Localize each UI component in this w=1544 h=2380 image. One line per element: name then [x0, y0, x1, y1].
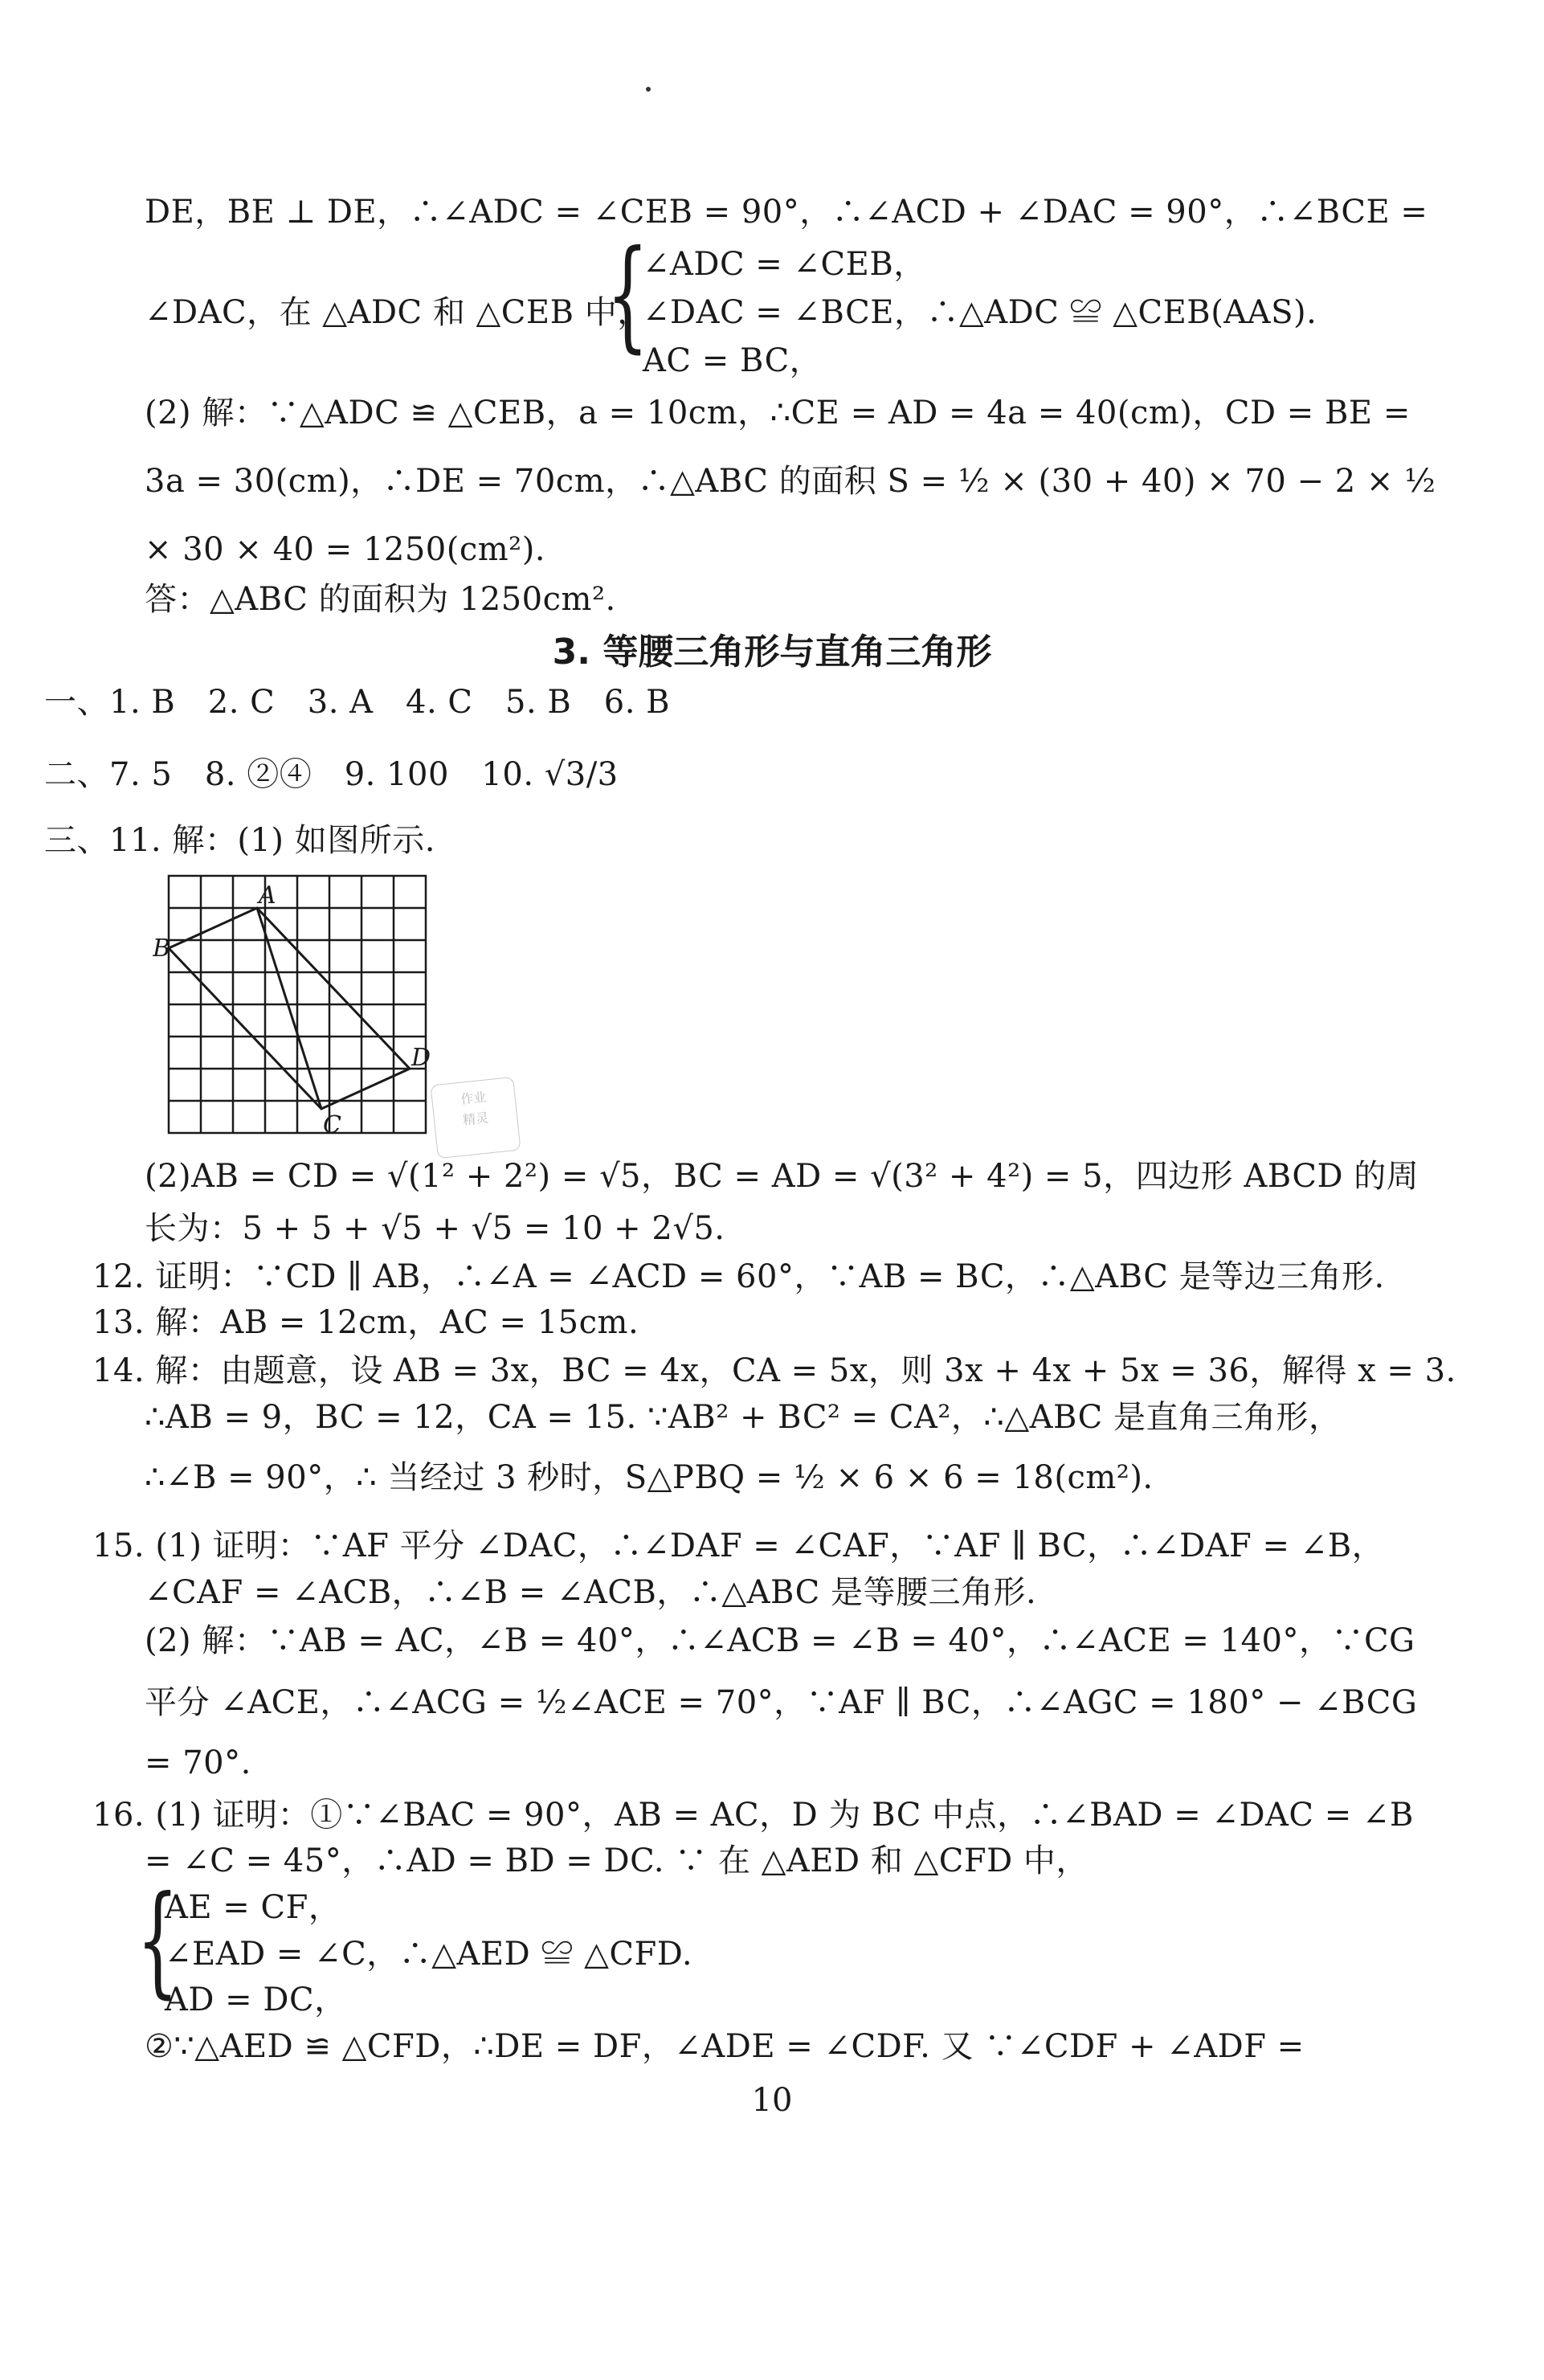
- text-line-2a: ∠ADC = ∠CEB，: [643, 246, 926, 283]
- answer-line-16f: ②∵△AED ≌ △CFD，∴DE = DF，∠ADE = ∠CDF. 又 ∵∠CDF + ∠ADF =: [145, 2028, 1305, 2065]
- text-line-2d: AC = BC，: [643, 342, 823, 379]
- answer-line-2: 二、7. 5 8. ②④ 9. 100 10. √3/3: [44, 756, 619, 793]
- answer-line-16c: AE = CF，: [165, 1889, 341, 1926]
- label-a: A: [259, 881, 276, 910]
- answer-line-1: 一、1. B 2. C 3. A 4. C 5. B 6. B: [44, 684, 671, 721]
- section-heading: 3. 等腰三角形与直角三角形: [552, 632, 992, 673]
- grid-figure: [153, 868, 442, 1141]
- text-line-5: × 30 × 40 = 1250(cm²).: [145, 531, 546, 568]
- left-brace-2: {: [137, 1871, 179, 2010]
- print-speck: [646, 87, 651, 92]
- answer-line-14c: ∴∠B = 90°，∴ 当经过 3 秒时，S△PBQ = ½ × 6 × 6 = 18(cm²).: [145, 1459, 1154, 1496]
- answer-line-16a: 16. (1) 证明：①∵∠BAC = 90°，AB = AC，D 为 BC 中点，∴∠BAD = ∠DAC = ∠B: [92, 1797, 1414, 1834]
- text-line-3: (2) 解：∵△ADC ≌ △CEB，a = 10cm，∴CE = AD = 4a = 40(cm)，CD = BE =: [145, 395, 1411, 431]
- watermark-stamp: [430, 1077, 521, 1159]
- answer-line-3: 三、11. 解：(1) 如图所示.: [44, 822, 435, 859]
- answer-line-12: 12. 证明：∵CD ∥ AB，∴∠A = ∠ACD = 60°，∵AB = BC，∴△ABC 是等边三角形.: [92, 1258, 1385, 1295]
- page-number: 10: [751, 2082, 793, 2119]
- diagonal-ac: [257, 908, 321, 1109]
- answer-line-15d: 平分 ∠ACE，∴∠ACG = ½∠ACE = 70°，∵AF ∥ BC，∴∠AGC = 180° − ∠BCG: [145, 1684, 1418, 1721]
- answer-line-16e: AD = DC，: [165, 1981, 347, 2018]
- left-brace-1: {: [607, 225, 649, 365]
- stamp-top-text: 作业: [460, 1089, 488, 1107]
- text-line-4: 3a = 30(cm)，∴DE = 70cm，∴△ABC 的面积 S = ½ × (30 + 40) × 70 − 2 × ½: [145, 463, 1436, 500]
- label-c: C: [323, 1111, 341, 1139]
- answer-line-13: 13. 解：AB = 12cm，AC = 15cm.: [92, 1304, 639, 1341]
- answer-line-15c: (2) 解：∵AB = AC，∠B = 40°，∴∠ACB = ∠B = 40°，∴∠ACE = 140°，∵CG: [145, 1622, 1415, 1659]
- answer-line-15b: ∠CAF = ∠ACB，∴∠B = ∠ACB，∴△ABC 是等腰三角形.: [145, 1574, 1037, 1611]
- stamp-bottom-text: 精灵: [462, 1110, 490, 1128]
- label-b: B: [153, 934, 171, 963]
- answer-line-14b: ∴AB = 9，BC = 12，CA = 15. ∵AB² + BC² = CA²，∴△ABC 是直角三角形，: [145, 1399, 1342, 1436]
- text-line-1: DE，BE ⊥ DE，∴∠ADC = ∠CEB = 90°，∴∠ACD + ∠DAC = 90°，∴∠BCE =: [145, 194, 1428, 231]
- answer-line-14a: 14. 解：由题意，设 AB = 3x，BC = 4x，CA = 5x，则 3x + 4x + 5x = 36，解得 x = 3.: [92, 1352, 1456, 1389]
- answer-line-16d: ∠EAD = ∠C，∴△AED ≌ △CFD.: [165, 1936, 693, 1973]
- quadrilateral-abcd: [169, 908, 410, 1109]
- text-line-2b: ∠DAC，在 △ADC 和 △CEB 中，: [145, 294, 650, 331]
- answer-line-16b: = ∠C = 45°，∴AD = BD = DC. ∵ 在 △AED 和 △CFD 中，: [145, 1842, 1089, 1879]
- answer-line-11c: 长为：5 + 5 + √5 + √5 = 10 + 2√5.: [145, 1210, 725, 1247]
- label-d: D: [411, 1044, 431, 1072]
- answer-line-15e: = 70°.: [145, 1744, 251, 1781]
- text-line-2c: ∠DAC = ∠BCE，∴△ADC ≌ △CEB(AAS).: [643, 294, 1317, 331]
- text-line-6: 答：△ABC 的面积为 1250cm².: [145, 581, 616, 618]
- answer-line-15a: 15. (1) 证明：∵AF 平分 ∠DAC，∴∠DAF = ∠CAF，∵AF ∥ BC，∴∠DAF = ∠B，: [92, 1527, 1385, 1564]
- answer-line-11b: (2)AB = CD = √(1² + 2²) = √5，BC = AD = √(3² + 4²) = 5，四边形 ABCD 的周: [145, 1158, 1419, 1195]
- grid-lines: [169, 876, 426, 1133]
